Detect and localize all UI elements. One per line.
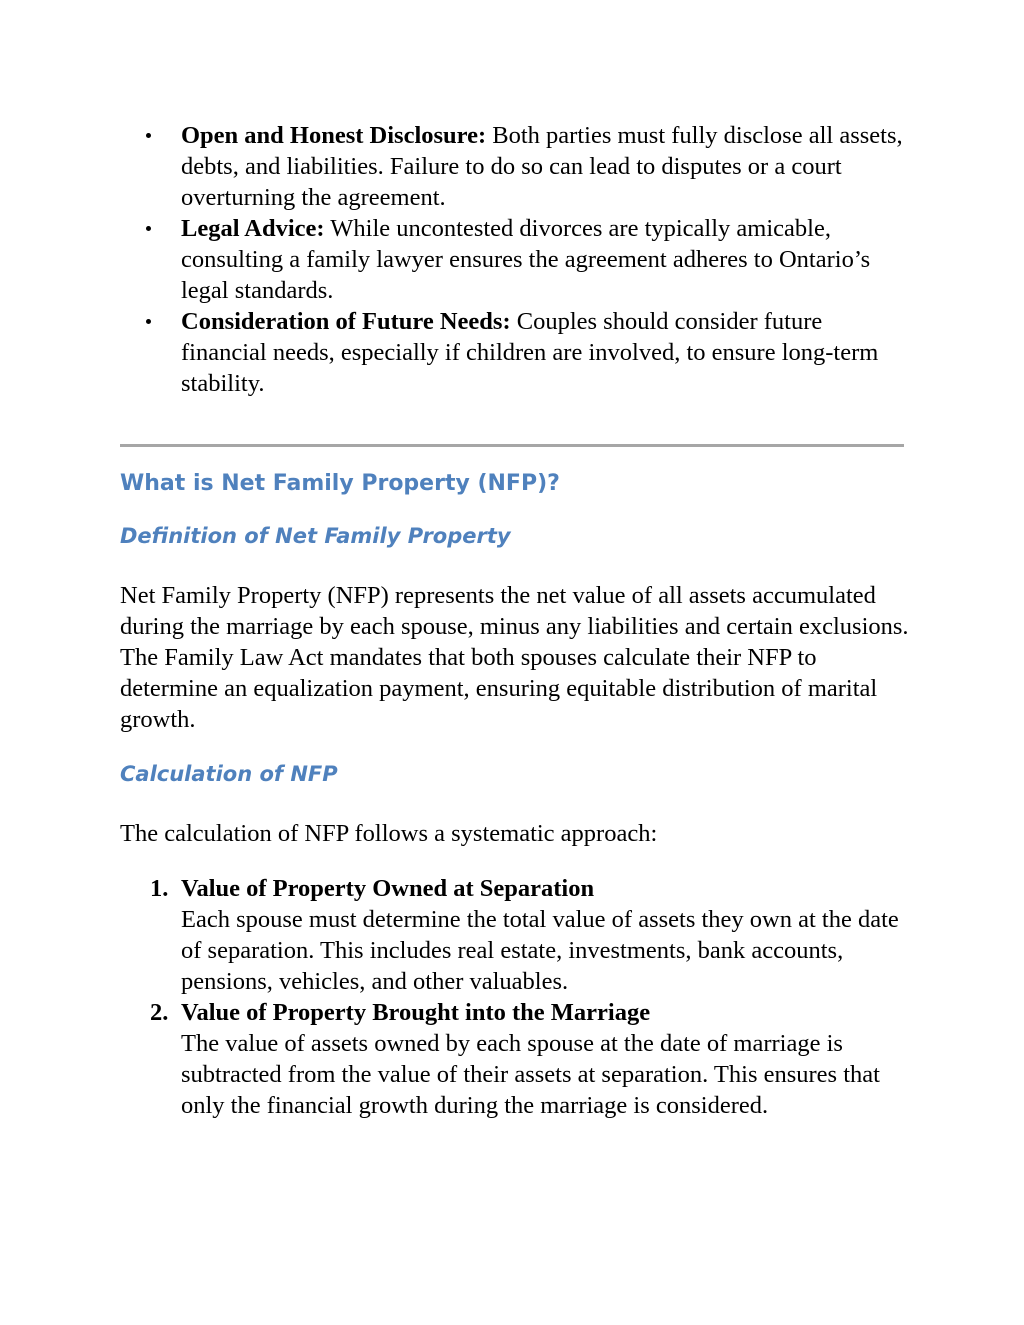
section-heading: What is Net Family Property (NFP)? bbox=[120, 471, 560, 496]
step-text: The value of assets owned by each spouse at the date of marriage is subtracted from the value of their assets at separation. This ensures that only the financial growth during the marriage is considered. bbox=[181, 1030, 880, 1119]
step-number: 1. bbox=[150, 875, 169, 902]
step-number: 2. bbox=[150, 999, 169, 1026]
bullet-text: Both parties must fully disclose all assets, debts, and liabilities. Failure to do so can lead to disputes or a court overturning the agreement. bbox=[181, 122, 903, 211]
considerations-list bbox=[181, 120, 911, 399]
calculation-heading: Calculation of NFP bbox=[120, 762, 338, 786]
bullet-title: Consideration of Future Needs: bbox=[181, 308, 511, 335]
definition-paragraph: Net Family Property (NFP) represents the net value of all assets accumulated during the marriage by each spouse, minus any liabilities and certain exclusions. The Family Law Act mandates that both spouses calculate their NFP to determine an equalization payment, ensuring equitable distribution of marital growth. bbox=[120, 582, 909, 733]
definition-heading: Definition of Net Family Property bbox=[120, 524, 511, 548]
bullet-text: Couples should consider future financial needs, especially if children are involved, to ensure long-term stability. bbox=[181, 308, 879, 397]
list-item bbox=[150, 873, 901, 997]
step-title: Value of Property Brought into the Marriage bbox=[181, 999, 651, 1026]
bullet-title: Open and Honest Disclosure: bbox=[181, 122, 487, 149]
step-title: Value of Property Owned at Separation bbox=[181, 875, 595, 902]
bullet-text: While uncontested divorces are typically amicable, consulting a family lawyer ensures the agreement adheres to Ontario’s legal standards. bbox=[181, 215, 871, 304]
horizontal-divider bbox=[120, 444, 904, 447]
step-text: Each spouse must determine the total value of assets they own at the date of separation. This includes real estate, investments, bank accounts, pensions, vehicles, and other valuables. bbox=[181, 906, 899, 995]
bullet-icon bbox=[146, 133, 151, 138]
list-item bbox=[150, 997, 901, 1121]
bullet-icon bbox=[146, 319, 151, 324]
list-item bbox=[181, 120, 911, 213]
list-item bbox=[181, 213, 911, 306]
calculation-intro: The calculation of NFP follows a systematic approach: bbox=[120, 820, 658, 847]
bullet-icon bbox=[146, 226, 151, 231]
list-item bbox=[181, 306, 911, 399]
calculation-steps-list bbox=[150, 873, 901, 1121]
bullet-title: Legal Advice: bbox=[181, 215, 325, 242]
